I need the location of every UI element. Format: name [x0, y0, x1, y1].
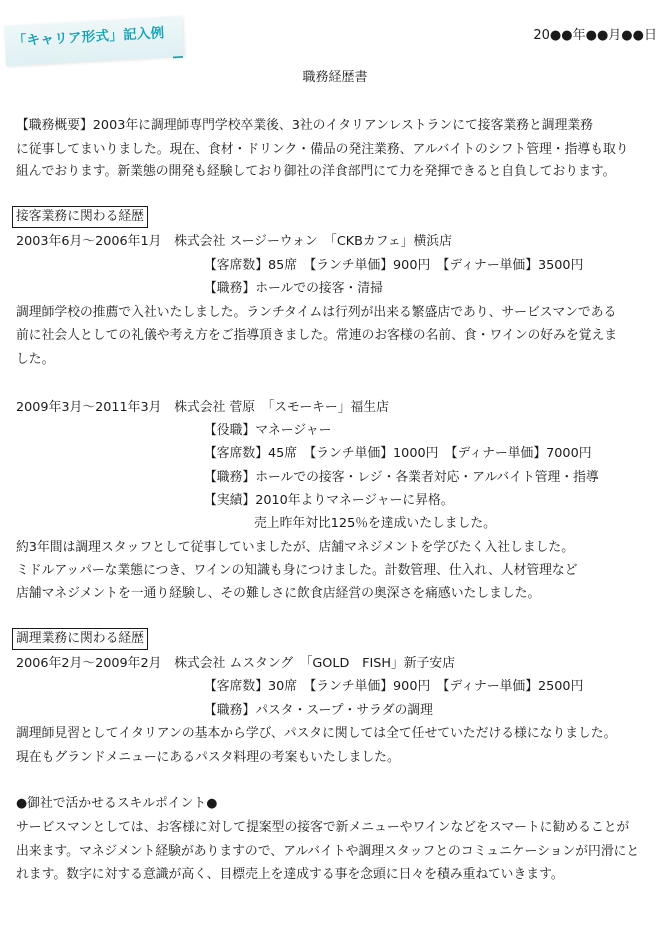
document-title: 職務経歴書 [302, 70, 368, 85]
job-detail: 【実績】2010年よりマネージャーに昇格。 [204, 493, 454, 508]
summary-line: 組んでおります。新業態の開発も経験しており御社の洋食部門にて力を発揮できると自負しております。 [16, 164, 616, 179]
job-detail: 【客席数】85席 【ランチ単価】900円 【ディナー単価】3500円 [204, 258, 584, 273]
job-detail: 【役職】マネージャー [204, 423, 332, 438]
document-date: 20●●年●●月●●日 [533, 28, 657, 43]
summary-line: 【職務概要】2003年に調理師専門学校卒業後、3社のイタリアンレストランにて接客業務と調理業務 [16, 118, 593, 133]
job-description-line: 現在もグランドメニューにあるパスタ料理の考案もいたしました。 [16, 750, 400, 765]
job-period-company: 2003年6月～2006年1月 株式会社 スージーウォン 「CKBカフェ」横浜店 [16, 234, 452, 249]
job-description-line: 前に社会人としての礼儀や考え方をご指導頂きました。常連のお客様の名前、食・ワインの好みを覚えま [16, 328, 618, 343]
job-detail: 【職務】パスタ・スープ・サラダの調理 [204, 703, 433, 718]
format-label: 「キャリア形式」記入例 [4, 16, 184, 66]
skills-line: れます。数字に対する意識が高く、目標売上を達成する事を念頭に日々を積み重ねていきます。 [16, 867, 564, 882]
job-description-line: ミドルアッパーな業態につき、ワインの知識も身につけました。計数管理、仕入れ、人材管理など [16, 563, 578, 578]
skills-line: 出来ます。マネジメント経験がありますので、アルバイトや調理スタッフとのコミュニケーションが円滑にと [16, 844, 640, 859]
job-detail: 【客席数】45席 【ランチ単価】1000円 【ディナー単価】7000円 [204, 446, 592, 461]
job-description-line: した。 [16, 352, 55, 367]
job-description-line: 調理師学校の推薦で入社いたしました。ランチタイムは行列が出来る繁盛店であり、サービスマンである [16, 305, 617, 320]
job-period-company: 2006年2月～2009年2月 株式会社 ムスタング 「GOLD FISH」新子安店 [16, 656, 456, 671]
job-detail: 【職務】ホールでの接客・清掃 [204, 281, 383, 296]
skills-line: サービスマンとしては、お客様に対して提案型の接客で新メニューやワインなどをスマートに勧めることが [16, 820, 630, 835]
job-description-line: 店舗マネジメントを一通り経験し、その難しさに飲食店経営の奥深さを痛感いたしました。 [16, 586, 541, 601]
job-detail: 【客席数】30席 【ランチ単価】900円 【ディナー単価】2500円 [204, 679, 584, 694]
skills-heading: ●御社で活かせるスキルポイント● [16, 796, 218, 811]
section-heading: 接客業務に関わる経歴 [12, 206, 148, 228]
job-period-company: 2009年3月～2011年3月 株式会社 菅原 「スモーキー」福生店 [16, 400, 389, 415]
section-heading: 調理業務に関わる経歴 [12, 628, 148, 650]
job-description-line: 約3年間は調理スタッフとして従事していましたが、店舗マネジメントを学びたく入社しました。 [16, 540, 575, 555]
job-detail: 売上昨年対比125％を達成いたしました。 [254, 516, 496, 531]
job-description-line: 調理師見習としてイタリアンの基本から学び、パスタに関しては全て任せていただける様になりました。 [16, 726, 617, 741]
job-detail: 【職務】ホールでの接客・レジ・各業者対応・アルバイト管理・指導 [204, 470, 599, 485]
summary-line: に従事してまいりました。現在、食材・ドリンク・備品の発注業務、アルバイトのシフト管理・指導も取り [16, 142, 629, 157]
